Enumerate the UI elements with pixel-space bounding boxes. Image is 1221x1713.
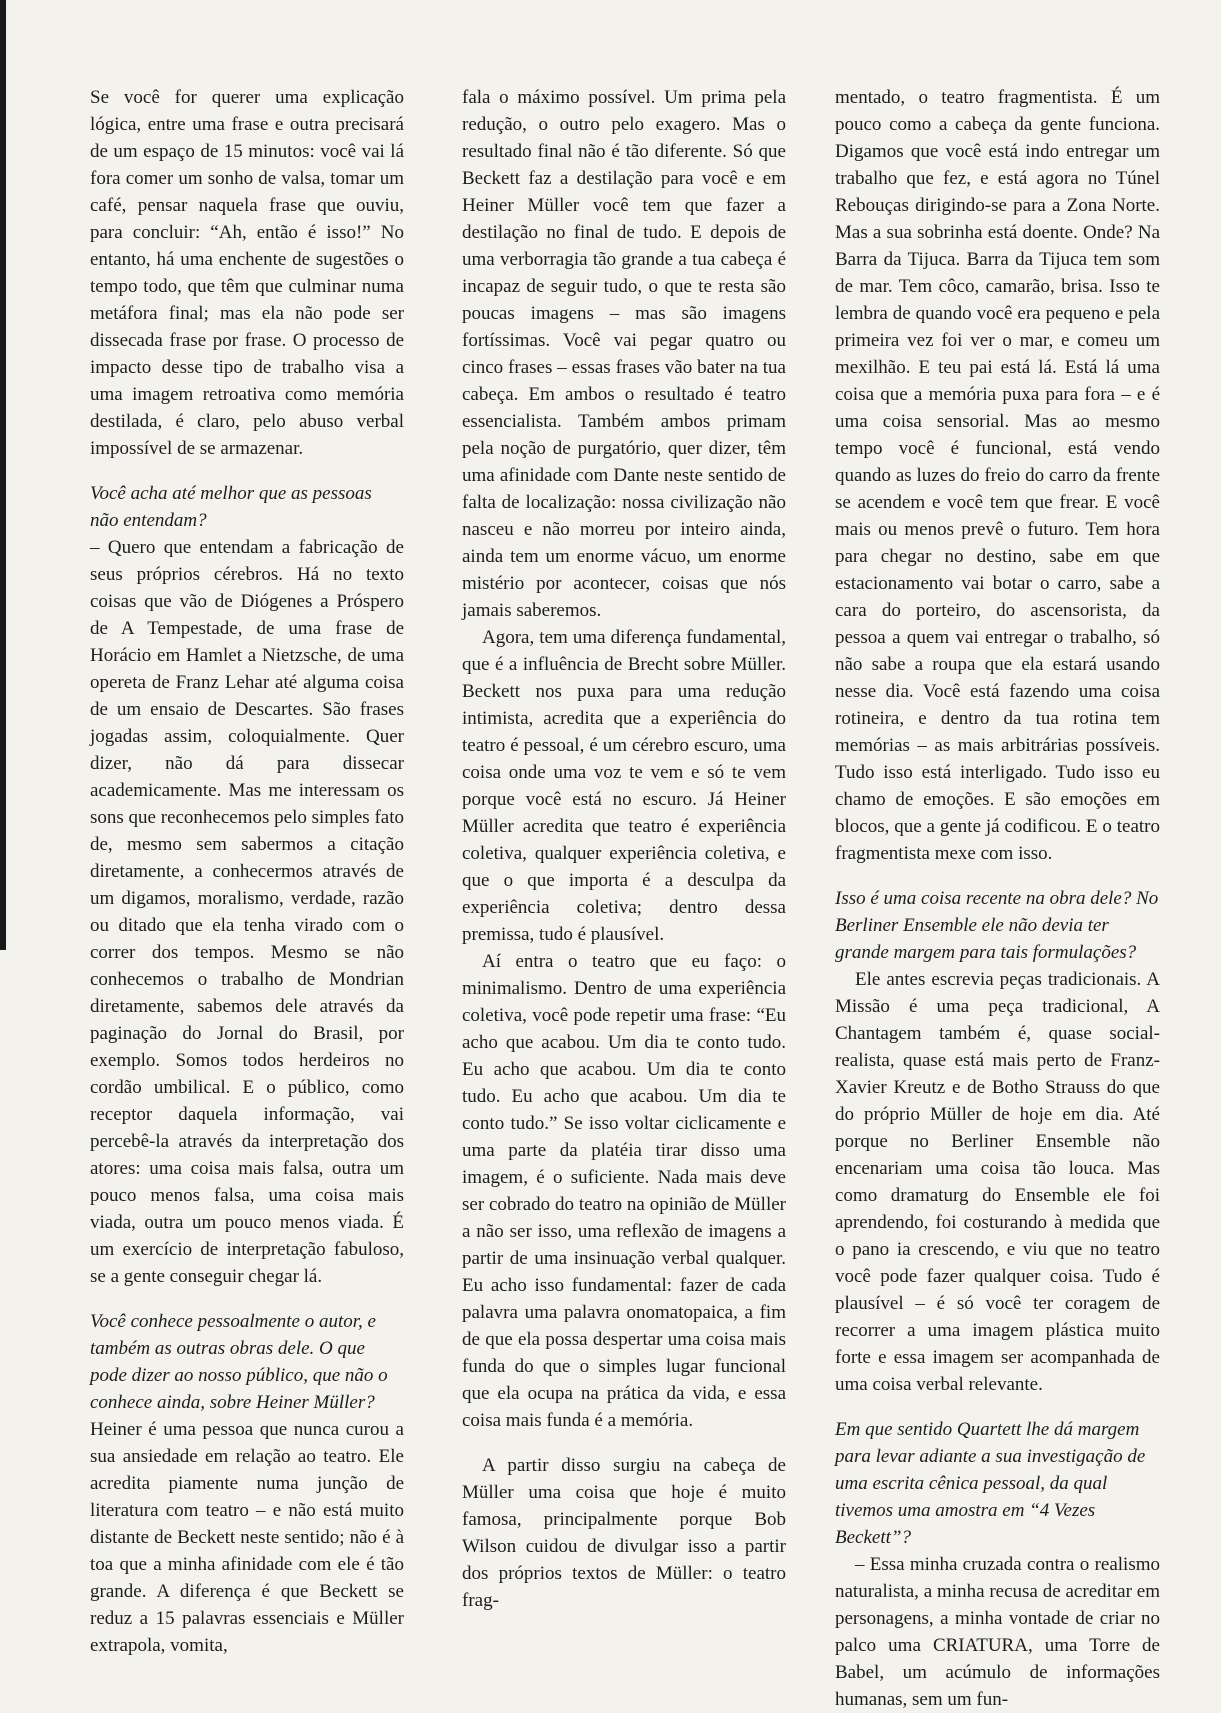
interview-answer: Aí entra o teatro que eu faço: o minimalismo. Dentro de uma experiência coletiva, você pode repetir uma frase: “Eu acho que acabou. Um dia te conto tudo. Eu acho que acabou. Um dia te conto tudo. Eu acho que acabou. Um dia te conto tudo.” Se isso voltar ciclicamente e uma parte da platéia tirar disso uma imagem, é o suficiente. Nada mais deve ser cobrado do teatro na opinião de Müller a não ser isso, uma reflexão de imagens a partir de uma insinuação verbal qualquer. Eu acho isso fundamental: fazer de cada palavra uma palavra onomatopaica, a fim de que ela possa despertar uma coisa mais funda do que o simples lugar funcional que ela ocupa na prática da vida, e essa coisa mais funda é a memória. <box>462 951 786 1431</box>
text-column-1 <box>90 84 404 1659</box>
interview-answer: – Essa minha cruzada contra o realismo naturalista, a minha recusa de acreditar em personagens, a minha vontade de criar no palco uma CRIATURA, uma Torre de Babel, um acúmulo de informações humanas, sem um fun- <box>835 1554 1160 1710</box>
interview-answer: A partir disso surgiu na cabeça de Müller uma coisa que hoje é muito famosa, principalmente porque Bob Wilson cuidou de divulgar isso a partir dos próprios textos de Müller: o teatro frag- <box>462 1455 786 1611</box>
interview-question: Isso é uma coisa recente na obra dele? No Berliner Ensemble ele não devia ter grande margem para tais formulações? <box>835 888 1159 963</box>
interview-answer: mentado, o teatro fragmentista. É um pouco como a cabeça da gente funciona. Digamos que você está indo entregar um trabalho que fez, e está agora no Túnel Rebouças dirigindo-se para a Zona Norte. Mas a sua sobrinha está doente. Onde? Na Barra da Tijuca. Barra da Tijuca tem som de mar. Tem côco, camarão, brisa. Isso te lembra de quando você era pequeno e pela primeira vez foi ver o mar, e comeu um mexilhão. E teu pai está lá. Está lá uma coisa que a memória puxa para fora – e é uma coisa sensorial. Mas ao mesmo tempo você é funcional, está vendo quando as luzes do freio do carro da frente se acendem e você tem que frear. E você mais ou menos prevê o futuro. Tem hora para chegar no destino, sabe em que estacionamento vai botar o carro, sabe a cara do porteiro, do ascensorista, da pessoa a quem vai entregar o trabalho, só não sabe a roupa que ela estará usando nesse dia. Você está fazendo uma coisa rotineira, e dentro da tua rotina tem memórias – as mais arbitrárias possíveis. Tudo isso está interligado. Tudo isso eu chamo de emoções. E são emoções em blocos, que a gente já codificou. E o teatro fragmentista mexe com isso. <box>835 87 1160 864</box>
interview-answer: Ele antes escrevia peças tradicionais. A Missão é uma peça tradicional, A Chantagem também é, quase social-realista, quase está mais perto de Franz-Xavier Kreutz e de Botho Strauss do que do próprio Müller de hoje em dia. Até porque no Berliner Ensemble não encenariam uma coisa tão louca. Mas como dramaturg do Ensemble ele foi aprendendo, foi costurando à medida que o pano ia crescendo, e viu que no teatro você pode fazer qualquer coisa. Tudo é plausível – é só você ter coragem de recorrer a uma imagem plástica muito forte e essa imagem ser acompanhada de uma coisa verbal relevante. <box>835 969 1160 1395</box>
interview-answer: Heiner é uma pessoa que nunca curou a sua ansiedade em relação ao teatro. Ele acredita piamente numa junção de literatura com teatro – e não está muito distante de Beckett neste sentido; não é à toa que a minha afinidade com ele é tão grande. A diferença é que Beckett se reduz a 15 palavras essenciais e Müller extrapola, vomita, <box>90 1419 404 1656</box>
interview-answer: Se você for querer uma explicação lógica, entre uma frase e outra precisará de um espaço de 15 minutos: você vai lá fora comer um sonho de valsa, tomar um café, pensar naquela frase que ouviu, para concluir: “Ah, então é isso!” No entanto, há uma enchente de sugestões o tempo todo, que têm que culminar numa metáfora final; mas ela não pode ser dissecada frase por frase. O processo de impacto desse tipo de trabalho visa a uma imagem retroativa como memória destilada, é claro, pelo abuso verbal impossível de se armazenar. <box>90 87 404 459</box>
interview-question: Em que sentido Quartett lhe dá margem para levar adiante a sua investigação de uma escrita cênica pessoal, da qual tivemos uma amostra em “4 Vezes Beckett”? <box>835 1419 1146 1548</box>
interview-question: Você conhece pessoalmente o autor, e também as outras obras dele. O que pode dizer ao nosso público, que não o conhece ainda, sobre Heiner Müller? <box>90 1311 388 1413</box>
page-edge-bar <box>0 0 6 950</box>
text-column-3 <box>835 84 1160 1713</box>
interview-answer: fala o máximo possível. Um prima pela redução, o outro pelo exagero. Mas o resultado final não é tão diferente. Só que Beckett faz a destilação para você e em Heiner Müller você tem que fazer a destilação no final de tudo. E depois de uma verborragia tão grande a tua cabeça é incapaz de seguir tudo, o que te resta são poucas imagens – mas são imagens fortíssimas. Você vai pegar quatro ou cinco frases – essas frases vão bater na tua cabeça. Em ambos o resultado é teatro essencialista. Também ambos primam pela noção de purgatório, quer dizer, têm uma afinidade com Dante neste sentido de falta de localização: nossa civilização não nasceu e não morreu por inteiro ainda, ainda tem um enorme vácuo, um enorme mistério por acontecer, coisas que nós jamais saberemos. <box>462 87 786 621</box>
text-column-2 <box>462 84 786 1614</box>
interview-answer: – Quero que entendam a fabricação de seus próprios cérebros. Há no texto coisas que vão de Diógenes a Próspero de A Tempestade, de uma frase de Horácio em Hamlet a Nietzsche, de uma opereta de Franz Lehar até alguma coisa de um ensaio de Descartes. São frases jogadas assim, coloquialmente. Quer dizer, não dá para dissecar academicamente. Mas me interessam os sons que reconhecemos pelo simples fato de, mesmo sem sabermos a citação diretamente, a conhecermos através de um digamos, moralismo, verdade, razão ou ditado que ela tenha virado com o correr dos tempos. Mesmo se não conhecemos o trabalho de Mondrian diretamente, sabemos dele através da paginação do Jornal do Brasil, por exemplo. Somos todos herdeiros no cordão umbilical. E o público, como receptor daquela informação, vai percebê-la através da interpretação dos atores: uma coisa mais falsa, outra um pouco menos falsa, uma coisa mais viada, outra um pouco menos viada. É um exercício de interpretação fabuloso, se a gente conseguir chegar lá. <box>90 537 404 1287</box>
interview-answer: Agora, tem uma diferença fundamental, que é a influência de Brecht sobre Müller. Beckett nos puxa para uma redução intimista, acredita que a experiência do teatro é pessoal, é um cérebro escuro, uma coisa onde uma voz te vem e só te vem porque você está no escuro. Já Heiner Müller acredita que teatro é experiência coletiva, qualquer experiência coletiva, e que o que importa é a desculpa da experiência coletiva; dentro dessa premissa, tudo é plausível. <box>462 627 786 945</box>
interview-question: Você acha até melhor que as pessoas não entendam? <box>90 483 372 531</box>
